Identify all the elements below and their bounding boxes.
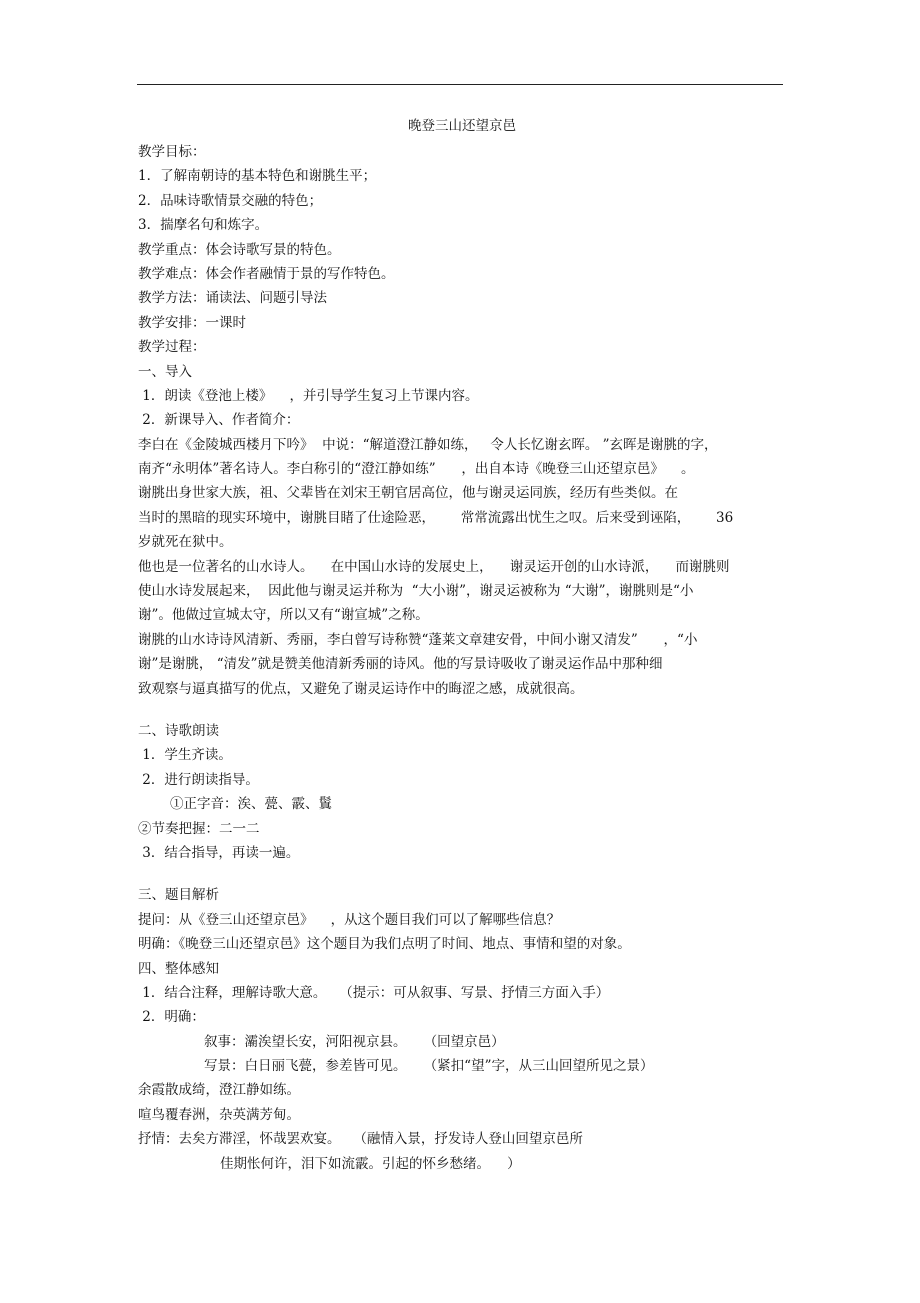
difficulty: 教学难点：体会作者融情于景的写作特色。	[138, 265, 395, 282]
section-spacer	[138, 865, 786, 883]
teaching-method: 教学方法：诵读法、问题引导法	[138, 290, 327, 307]
paragraph-line: 李白在《金陵城西楼月下吟》 中说：“解道澄江静如练， 令人长忆谢玄晖。 ”玄晖是谢朓的字，	[138, 436, 718, 453]
list-item: 1．结合注释，理解诗歌大意。 （提示：可从叙事、写景、抒情三方面入手）	[138, 984, 610, 1001]
section-spacer	[138, 701, 786, 719]
list-item: 3．结合指导，再读一遍。	[138, 844, 300, 861]
paragraph-line: 谢朓的山水诗诗风清新、秀丽，李白曾写诗称赞“蓬莱文章建安骨，中间小谢又清发” ，“小	[138, 631, 698, 648]
paragraph-line: 谢朓出身世家大族，祖、父辈皆在刘宋王朝官居高位，他与谢灵运同族，经历有些类似。在	[138, 485, 678, 502]
list-item: 1．朗读《登池上楼》 ，并引导学生复习上节课内容。	[138, 387, 479, 404]
objective-3: 3．揣摩名句和炼字。	[138, 217, 269, 234]
section-heading-reading: 二、诗歌朗读	[138, 722, 219, 739]
poem-line: 余霞散成绮，澄江静如练。	[138, 1082, 300, 1099]
objective-2: 2．品味诗歌情景交融的特色；	[138, 192, 323, 209]
document-page	[138, 116, 786, 1176]
paragraph-line: 谢”是谢朓， “清发”就是赞美他清新秀丽的诗风。他的写景诗吸收了谢灵运作品中那种细	[138, 656, 663, 673]
objective-1: 1．了解南朝诗的基本特色和谢朓生平；	[138, 168, 377, 185]
schedule: 教学安排：一课时	[138, 314, 246, 331]
list-item: 1．学生齐读。	[138, 747, 232, 764]
header-rule	[137, 84, 783, 85]
list-subitem: ①正字音：涘、甍、霰、鬒	[170, 796, 332, 813]
poem-line: 佳期怅何许，泪下如流霰。引起的怀乡愁绪。 ）	[220, 1155, 521, 1172]
paragraph-line: 南齐“永明体”著名诗人。李白称引的“澄江静如练” ，出自本诗《晚登三山还望京邑》 。	[138, 461, 695, 478]
paragraph-line: 当时的黑暗的现实环境中，谢朓目睹了仕途险恶， 常常流露出忧生之叹。后来受到诬陷， 36	[138, 509, 734, 526]
section-heading-title-analysis: 三、题目解析	[138, 887, 219, 904]
list-item: 2．进行朗读指导。	[138, 771, 259, 788]
paragraph-line: 使山水诗发展起来， 因此他与谢灵运并称为 “大小谢”，谢灵运被称为 “大谢”，谢朓则是“小	[138, 583, 694, 600]
paragraph-line: 岁就死在狱中。	[138, 534, 233, 551]
objectives-heading: 教学目标：	[138, 144, 206, 160]
paragraph-line: 他也是一位著名的山水诗人。 在中国山水诗的发展史上， 谢灵运开创的山水诗派， 而谢朓则	[138, 558, 730, 575]
paragraph-line: 致观察与逼真描写的优点，又避免了谢灵运诗作中的晦涩之感，成就很高。	[138, 680, 584, 697]
paragraph-line: 谢”。他做过宣城太守，所以又有“谢宣城”之称。	[138, 607, 429, 624]
document-title: 晚登三山还望京邑	[408, 118, 516, 134]
poem-scenery-line: 写景：白日丽飞甍，参差皆可见。 （紧扣“望”字，从三山回望所见之景）	[204, 1058, 654, 1075]
poem-line: 喧鸟覆春洲，杂英满芳甸。	[138, 1106, 300, 1123]
key-point: 教学重点：体会诗歌写景的特色。	[138, 241, 341, 258]
section-heading-intro: 一、导入	[138, 363, 192, 380]
poem-narration-line: 叙事：灞涘望长安，河阳视京县。 （回望京邑）	[204, 1033, 505, 1050]
list-item: 2．新课导入、作者简介：	[138, 412, 300, 429]
list-subitem: ②节奏把握：二一二	[138, 820, 260, 837]
list-item: 2．明确：	[138, 1009, 205, 1026]
question-line: 提问：从《登三山还望京邑》 ，从这个题目我们可以了解哪些信息？	[138, 911, 561, 928]
section-heading-overall: 四、整体感知	[138, 960, 219, 977]
poem-lyric-line: 抒情：去矣方滞淫，怀哉罢欢宴。 （融情入景，抒发诗人登山回望京邑所	[138, 1131, 583, 1148]
process-heading: 教学过程：	[138, 339, 206, 356]
answer-line: 明确：《晚登三山还望京邑》这个题目为我们点明了时间、地点、事情和望的对象。	[138, 936, 631, 953]
